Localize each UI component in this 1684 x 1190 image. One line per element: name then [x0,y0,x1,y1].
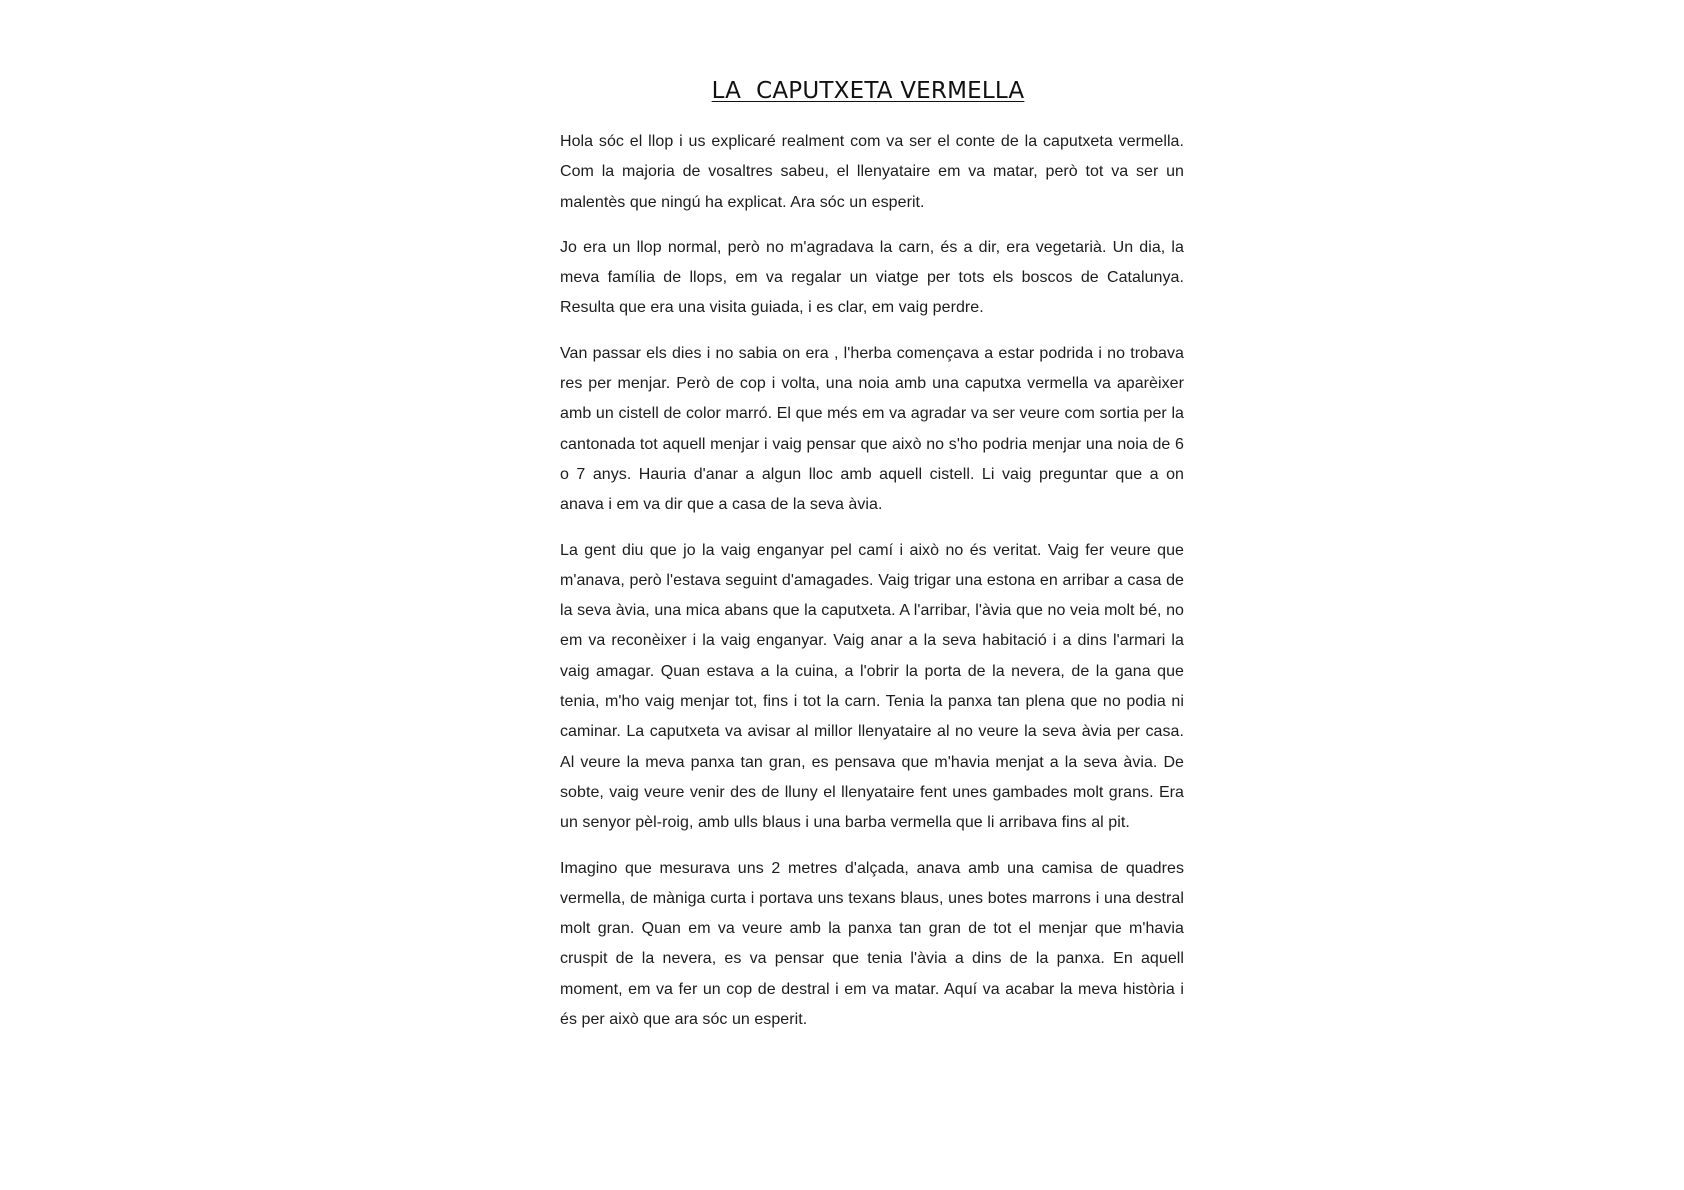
document-title: LA CAPUTXETA VERMELLA [711,78,1025,104]
paragraph-5: Imagino que mesurava uns 2 metres d'alçada, anava amb una camisa de quadres vermella, de màniga curta i portava uns texans blaus, unes botes marrons i una destral molt gran. Quan em va veure amb la panxa tan gran de tot el menjar que m'havia cruspit de la nevera, es va pensar que tenia l'àvia a dins de la panxa. En aquell moment, em va fer un cop de destral i em va matar. Aquí va acabar la meva història i és per això que ara sóc un esperit. [560,859,1184,1029]
paragraph-1: Hola sóc el llop i us explicaré realment com va ser el conte de la caputxeta vermella. Com la majoria de vosaltres sabeu, el llenyataire em va matar, però tot va ser un malentès que ningú ha explicat. Ara sóc un esperit. [560,133,1184,211]
paragraph-3: Van passar els dies i no sabia on era , l'herba començava a estar podrida i no trobava res per menjar. Però de cop i volta, una noia amb una caputxa vermella va aparèixer amb un cistell de color marró. El que més em va agradar va ser veure com sortia per la cantonada tot aquell menjar i vaig pensar que això no s'ho podria menjar una noia de 6 o 7 anys. Hauria d'anar a algun lloc amb aquell cistell. Li vaig preguntar que a on anava i em va dir que a casa de la seva àvia. [560,344,1184,514]
paragraph-2: Jo era un llop normal, però no m'agradava la carn, és a dir, era vegetarià. Un dia, la meva família de llops, em va regalar un viatge per tots els boscos de Catalunya. Resulta que era una visita guiada, i es clar, em vaig perdre. [560,238,1184,317]
paragraph-4: La gent diu que jo la vaig enganyar pel camí i això no és veritat. Vaig fer veure que m'anava, però l'estava seguint d'amagades. Vaig trigar una estona en arribar a casa de la seva àvia, una mica abans que la caputxeta. A l'arribar, l'àvia que no veia molt bé, no em va reconèixer i la vaig enganyar. Vaig anar a la seva habitació i a dins l'armari la vaig amagar. Quan estava a la cuina, a l'obrir la porta de la nevera, de la gana que tenia, m'ho vaig menjar tot, fins i tot la carn. Tenia la panxa tan plena que no podia ni caminar. La caputxeta va avisar al millor llenyataire al no veure la seva àvia per casa. Al veure la meva panxa tan gran, es pensava que m'havia menjat a la seva àvia. De sobte, vaig veure venir des de lluny el llenyataire fent unes gambades molt grans. Era un senyor pèl-roig, amb ulls blaus i una barba vermella que li arribava fins al pit. [560,541,1184,832]
document-body [560,127,1184,1050]
